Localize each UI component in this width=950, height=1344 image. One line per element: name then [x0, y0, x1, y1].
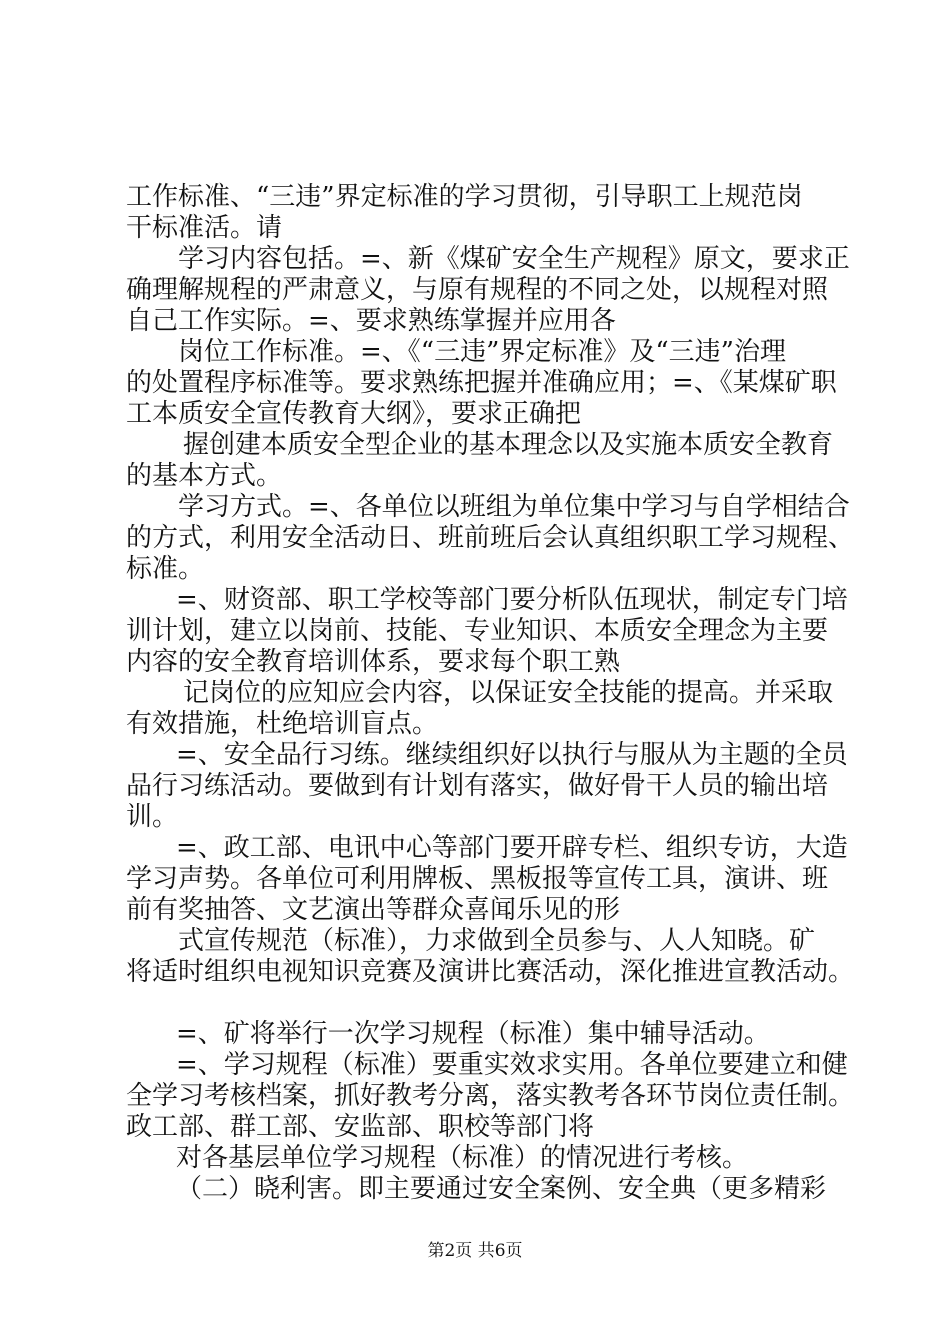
text-line: 握创建本质安全型企业的基本理念以及实施本质安全教育 — [183, 430, 834, 460]
text-line: 训计划，建立以岗前、技能、专业知识、本质安全理念为主要 — [126, 616, 829, 646]
text-line: 内容的安全教育培训体系，要求每个职工熟 — [126, 647, 621, 677]
text-line: 品行习练活动。要做到有计划有落实，做好骨干人员的输出培 — [126, 771, 829, 801]
text-line: 对各基层单位学习规程（标准）的情况进行考核。 — [176, 1143, 749, 1173]
text-line: 训。 — [126, 802, 179, 832]
text-line: 干标准活。请 — [126, 213, 283, 243]
text-line: 学习内容包括。=、新《煤矿安全生产规程》原文，要求正 — [178, 244, 850, 274]
text-line: 工本质安全宣传教育大纲》，要求正确把 — [126, 399, 582, 429]
text-line: 的方式，利用安全活动日、班前班后会认真组织职工学习规程、 — [126, 523, 855, 553]
text-line: 岗位工作标准。=、《“三违”界定标准》及“三违”治理 — [178, 337, 786, 367]
text-line: =、政工部、电讯中心等部门要开辟专栏、组织专访，大造 — [176, 833, 848, 863]
text-line: 记岗位的应知应会内容，以保证安全技能的提高。并采取 — [183, 678, 834, 708]
text-line: 标准。 — [126, 554, 205, 584]
text-line: 确理解规程的严肃意义，与原有规程的不同之处，以规程对照 — [126, 275, 829, 305]
text-line: （二）晓利害。即主要通过安全案例、安全典（更多精彩 — [176, 1174, 827, 1204]
page-number-footer: 第2页 共6页 — [427, 1241, 523, 1261]
text-line: 自己工作实际。=、要求熟练掌握并应用各 — [126, 306, 616, 336]
text-line: 学习方式。=、各单位以班组为单位集中学习与自学相结合 — [178, 492, 850, 522]
text-line: 工作标准、“三违”界定标准的学习贯彻，引导职工上规范岗 — [126, 182, 803, 212]
text-line: 学习声势。各单位可利用牌板、黑板报等宣传工具，演讲、班 — [126, 864, 829, 894]
text-line: =、财资部、职工学校等部门要分析队伍现状，制定专门培 — [176, 585, 848, 615]
text-line: 全学习考核档案，抓好教考分离，落实教考各环节岗位责任制。 — [126, 1081, 855, 1111]
text-line: 前有奖抽答、文艺演出等群众喜闻乐见的形 — [126, 895, 621, 925]
text-line: 的处置程序标准等。要求熟练把握并准确应用；=、《某煤矿职 — [126, 368, 837, 398]
text-line: =、学习规程（标准）要重实效求实用。各单位要建立和健 — [176, 1050, 848, 1080]
text-line: =、矿将举行一次学习规程（标准）集中辅导活动。 — [176, 1019, 770, 1049]
text-line: 将适时组织电视知识竞赛及演讲比赛活动，深化推进宣教活动。 — [126, 957, 855, 987]
text-line: =、安全品行习练。继续组织好以执行与服从为主题的全员 — [176, 740, 848, 770]
text-line: 政工部、群工部、安监部、职校等部门将 — [126, 1112, 595, 1142]
text-line: 式宣传规范（标准），力求做到全员参与、人人知晓。矿 — [178, 926, 816, 956]
text-line: 有效措施，杜绝培训盲点。 — [126, 709, 439, 739]
text-line: 的基本方式。 — [126, 461, 283, 491]
